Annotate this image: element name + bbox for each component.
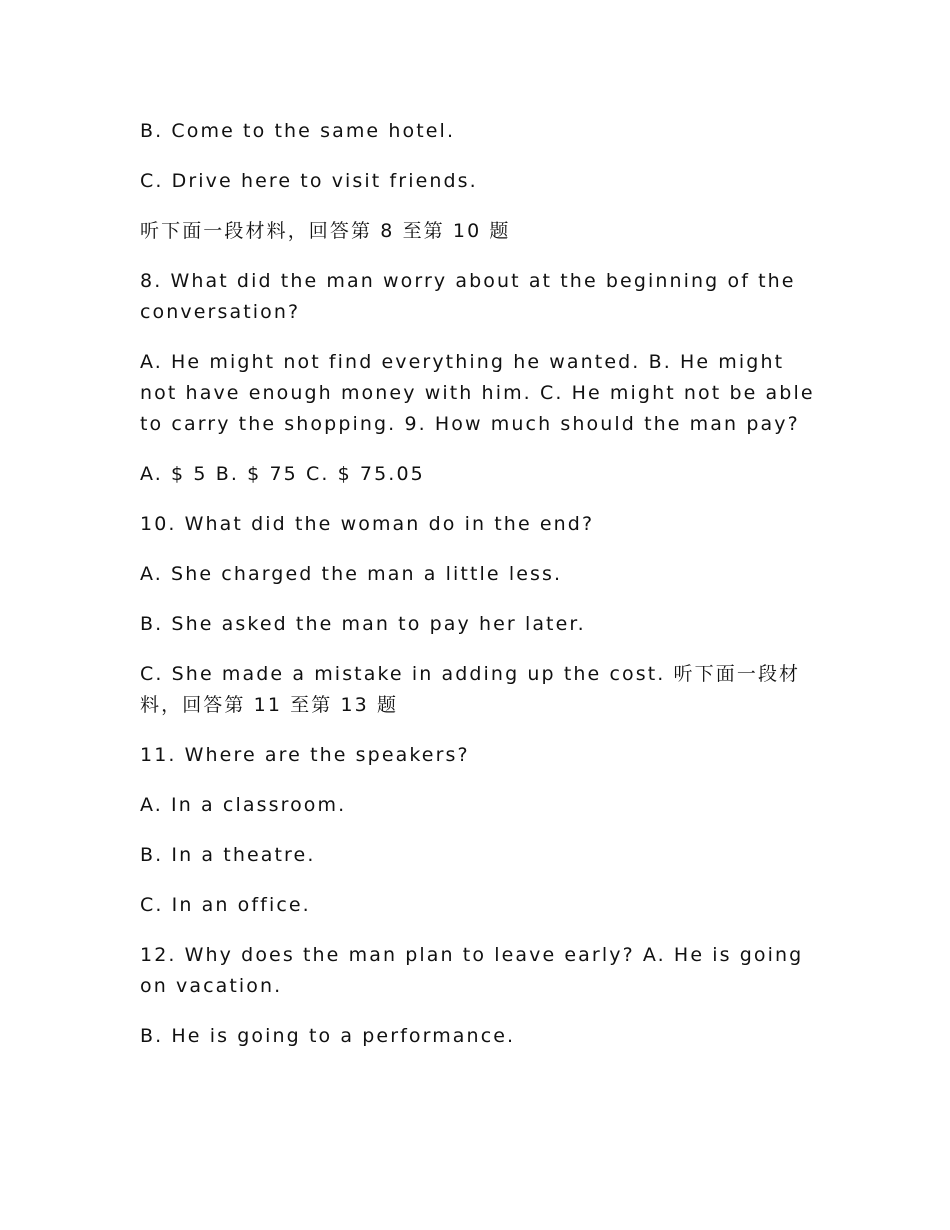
- question-12-option-b: B. He is going to a performance.: [140, 1025, 516, 1047]
- question-10: 10. What did the woman do in the end?: [140, 513, 595, 535]
- question-11-option-c: C. In an office.: [140, 894, 311, 916]
- question-10-option-c-and-instruction-11-13: C. She made a mistake in adding up the cost. 听下面一段材料，回答第 11 至第 13 题: [140, 663, 801, 716]
- question-11-option-a: A. In a classroom.: [140, 794, 347, 816]
- question-9-options: A. $ 5 B. $ 75 C. $ 75.05: [140, 463, 425, 485]
- section-instruction-8-10: 听下面一段材料，回答第 8 至第 10 题: [140, 220, 511, 242]
- question-11-option-b: B. In a theatre.: [140, 844, 316, 866]
- option-c-drive: C. Drive here to visit friends.: [140, 170, 478, 192]
- document-body: [140, 116, 820, 1071]
- question-12-and-option-a: 12. Why does the man plan to leave early? A. He is going on vacation.: [140, 944, 804, 997]
- option-b-hotel: B. Come to the same hotel.: [140, 120, 456, 142]
- question-10-option-a: A. She charged the man a little less.: [140, 563, 563, 585]
- question-10-option-b: B. She asked the man to pay her later.: [140, 613, 586, 635]
- question-8-options-and-question-9: A. He might not find everything he wanted. B. He might not have enough money with him. C. He might not be able to carry the shopping. 9. How much should the man pay?: [140, 351, 815, 435]
- question-8: 8. What did the man worry about at the beginning of the conversation?: [140, 270, 796, 323]
- question-11: 11. Where are the speakers?: [140, 744, 470, 766]
